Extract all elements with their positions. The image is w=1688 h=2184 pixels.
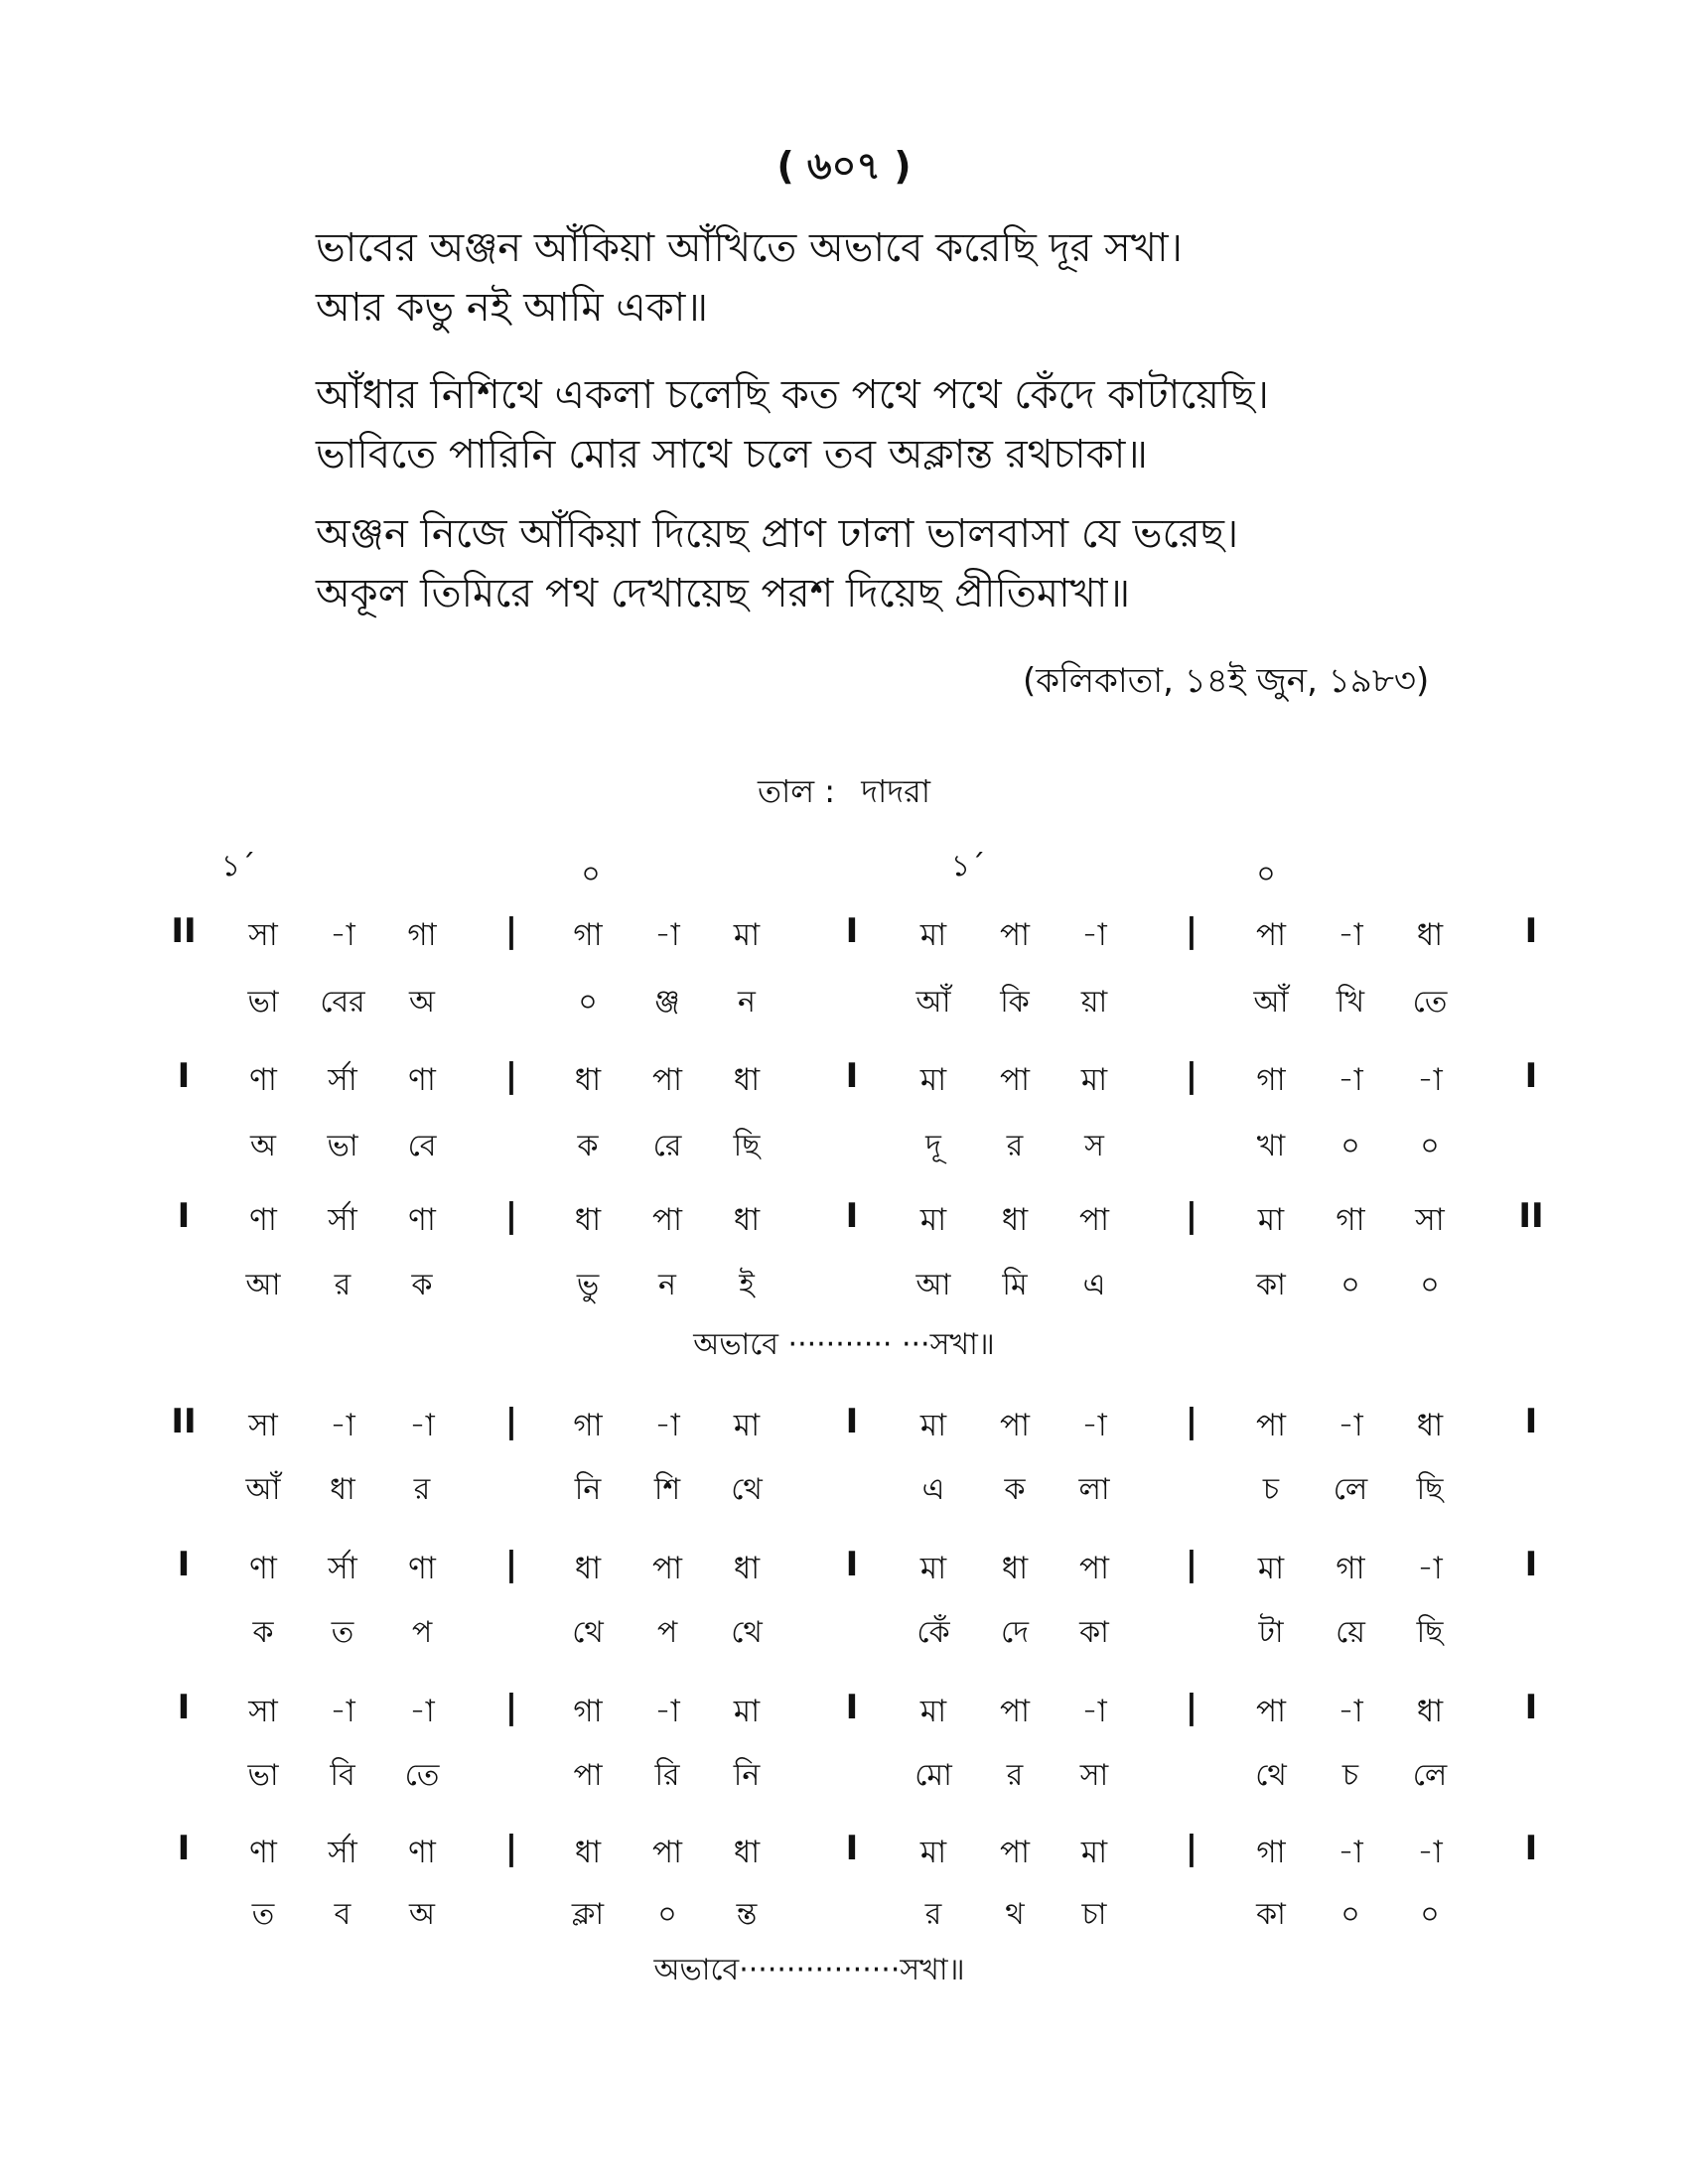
- swara-note: মা: [1080, 1835, 1108, 1870]
- lyric-syllable: চ: [1262, 1472, 1280, 1507]
- lyric-syllable: ০: [1340, 1129, 1360, 1163]
- lyric-syllable: য়া: [1080, 985, 1108, 1020]
- swara-note: ধা: [574, 1062, 602, 1098]
- bar-line: I: [1524, 1688, 1538, 1727]
- bar-line: |: [504, 1056, 518, 1096]
- lyric-syllable: ০: [1420, 1897, 1440, 1932]
- lyric-syllable: ব: [334, 1897, 352, 1932]
- lyric-syllable: আ: [245, 1268, 281, 1302]
- swara-note: সা: [248, 917, 278, 953]
- swara-note: পা: [999, 1835, 1031, 1870]
- bar-line: I: [177, 1829, 191, 1868]
- lyric-syllable: থে: [1255, 1758, 1287, 1793]
- swara-note: মা: [1080, 1062, 1108, 1098]
- lyric-syllable: র: [924, 1897, 942, 1932]
- bar-line: I: [177, 1056, 191, 1096]
- lyric-syllable: অ: [250, 1129, 276, 1163]
- bar-line: |: [1185, 1829, 1198, 1868]
- page-number: ( ৬০৭ ): [776, 144, 912, 188]
- swara-note: ধা: [574, 1551, 602, 1586]
- lyric-syllable: ধা: [330, 1472, 355, 1507]
- lyric-syllable: ০: [578, 985, 598, 1020]
- swara-note: ণা: [408, 1551, 436, 1586]
- lyric-syllable: এ: [921, 1472, 945, 1507]
- swara-note: র্সা: [328, 1551, 357, 1586]
- bar-line: I: [1524, 1402, 1538, 1441]
- lyric-syllable: কা: [1256, 1268, 1286, 1302]
- lyric-syllable: তে: [1412, 985, 1448, 1020]
- lyric-syllable: প: [411, 1615, 433, 1650]
- time-mark: ০: [581, 857, 601, 891]
- verse-line: আর কভু নই আমি একা॥: [316, 285, 708, 331]
- swara-note: ধা: [733, 1835, 761, 1870]
- lyric-syllable: য়ে: [1336, 1615, 1365, 1650]
- lyric-syllable: ছি: [1416, 1615, 1444, 1650]
- lyric-syllable: ক: [411, 1268, 433, 1302]
- swara-note: -া: [1337, 917, 1363, 953]
- swara-note: পা: [999, 1062, 1031, 1098]
- bar-line: |: [504, 1829, 518, 1868]
- lyric-syllable: খি: [1336, 985, 1365, 1020]
- lyric-syllable: আঁ: [1253, 985, 1289, 1020]
- lyric-syllable: টা: [1258, 1615, 1284, 1650]
- lyric-syllable: ভু: [576, 1268, 600, 1302]
- time-mark: ১´: [950, 849, 986, 884]
- swara-note: মা: [1257, 1551, 1285, 1586]
- bar-line: I: [177, 1688, 191, 1727]
- lyric-syllable: ভা: [247, 985, 279, 1020]
- swara-note: -া: [330, 1694, 355, 1729]
- swara-note: -া: [330, 1408, 355, 1443]
- bar-line: I: [845, 1688, 859, 1727]
- bar-line: I: [845, 1196, 859, 1236]
- swara-note: ধা: [733, 1551, 761, 1586]
- swara-note: পা: [651, 1202, 683, 1238]
- verse-line: আঁধার নিশিথে একলা চলেছি কত পথে পথে কেঁদে কাটায়েছি।: [316, 372, 1269, 418]
- verse-line: অঞ্জন নিজে আঁকিয়া দিয়েছ প্রাণ ঢালা ভালবাসা যে ভরেছ।: [316, 511, 1239, 557]
- taal-heading: [0, 766, 1688, 820]
- bar-line: |: [504, 1402, 518, 1441]
- lyric-syllable: ন: [738, 985, 756, 1020]
- swara-note: ণা: [408, 1202, 436, 1238]
- swara-note: গা: [573, 917, 603, 953]
- bar-line: I: [1524, 1056, 1538, 1096]
- lyric-syllable: অ: [409, 1897, 435, 1932]
- swara-note: -া: [1337, 1408, 1363, 1443]
- swara-note: পা: [651, 1835, 683, 1870]
- lyric-syllable: থে: [572, 1615, 604, 1650]
- bar-line: |: [1185, 1056, 1198, 1096]
- swara-note: ধা: [733, 1202, 761, 1238]
- lyric-syllable: বে: [407, 1129, 437, 1163]
- lyric-syllable: বের: [320, 985, 365, 1020]
- lyric-syllable: ক্লা: [571, 1897, 605, 1932]
- swara-note: র্সা: [328, 1835, 357, 1870]
- lyric-syllable: আ: [915, 1268, 951, 1302]
- swara-note: ণা: [408, 1835, 436, 1870]
- lyric-syllable: ত: [331, 1615, 354, 1650]
- swara-note: -া: [1417, 1062, 1443, 1098]
- swara-note: মা: [919, 1408, 947, 1443]
- lyric-syllable: লে: [1333, 1472, 1368, 1507]
- swara-note: ণা: [249, 1551, 277, 1586]
- lyric-syllable: মি: [1002, 1268, 1028, 1302]
- lyric-syllable: থে: [731, 1615, 763, 1650]
- swara-note: -া: [330, 917, 355, 953]
- bar-line: II: [171, 1402, 197, 1441]
- lyric-syllable: থ: [1005, 1897, 1025, 1932]
- lyric-syllable: শি: [653, 1472, 681, 1507]
- bar-line: I: [1524, 1829, 1538, 1868]
- swara-note: -া: [1337, 1835, 1363, 1870]
- swara-note: -া: [654, 1694, 680, 1729]
- swara-note: -া: [1081, 1694, 1107, 1729]
- swara-note: -া: [654, 1408, 680, 1443]
- lyric-syllable: ঞ্জ: [654, 985, 680, 1020]
- lyric-syllable: ক: [252, 1615, 274, 1650]
- lyric-syllable: দূ: [925, 1129, 941, 1163]
- swara-note: -া: [1081, 917, 1107, 953]
- bar-line: |: [1185, 911, 1198, 951]
- lyric-syllable: ভা: [247, 1758, 279, 1793]
- bar-line: I: [845, 911, 859, 951]
- verse-line: ভাবিতে পারিনি মোর সাথে চলে তব অক্লান্ত রথচাকা॥: [316, 432, 1148, 478]
- swara-note: -া: [1337, 1694, 1363, 1729]
- swara-note: র্সা: [328, 1062, 357, 1098]
- swara-note: র্সা: [328, 1202, 357, 1238]
- swara-note: মা: [1257, 1202, 1285, 1238]
- bar-line: |: [504, 1545, 518, 1584]
- swara-note: ধা: [1001, 1202, 1029, 1238]
- swara-note: গা: [573, 1408, 603, 1443]
- lyric-syllable: চা: [1081, 1897, 1107, 1932]
- time-mark: ০: [1256, 857, 1276, 891]
- swara-note: -া: [654, 917, 680, 953]
- lyric-syllable: র: [1006, 1758, 1024, 1793]
- swara-note: মা: [733, 1694, 761, 1729]
- swara-note: -া: [1081, 1408, 1107, 1443]
- swara-note: গা: [1336, 1551, 1365, 1586]
- swara-note: -া: [409, 1408, 435, 1443]
- swara-note: পা: [1078, 1202, 1110, 1238]
- lyric-syllable: খা: [1256, 1129, 1286, 1163]
- swara-note: মা: [919, 917, 947, 953]
- taal-label: তাল :: [757, 772, 836, 810]
- lyric-syllable: লা: [1078, 1472, 1110, 1507]
- time-mark: ১´: [220, 849, 256, 884]
- swara-note: মা: [919, 1202, 947, 1238]
- swara-note: -া: [1337, 1062, 1363, 1098]
- swara-note: পা: [651, 1551, 683, 1586]
- swara-note: পা: [1255, 1408, 1287, 1443]
- bar-line: I: [177, 1196, 191, 1236]
- lyric-syllable: বি: [330, 1758, 355, 1793]
- lyric-syllable: স: [1084, 1129, 1104, 1163]
- lyric-syllable: ভা: [327, 1129, 358, 1163]
- swara-note: মা: [733, 917, 761, 953]
- lyric-syllable: মো: [914, 1758, 952, 1793]
- swara-note: পা: [999, 917, 1031, 953]
- swara-note: পা: [651, 1062, 683, 1098]
- swara-note: সা: [1415, 1202, 1445, 1238]
- swara-note: ধা: [574, 1835, 602, 1870]
- swara-note: পা: [1255, 917, 1287, 953]
- lyric-syllable: কা: [1079, 1615, 1109, 1650]
- swara-note: -া: [1417, 1551, 1443, 1586]
- lyric-syllable: ০: [1340, 1897, 1360, 1932]
- swara-note: পা: [1255, 1694, 1287, 1729]
- swara-note: ধা: [1416, 1408, 1444, 1443]
- lyric-syllable: পা: [573, 1758, 603, 1793]
- swara-note: মা: [919, 1062, 947, 1098]
- bar-line: I: [845, 1402, 859, 1441]
- verse-line: ভাবের অঞ্জন আঁকিয়া আঁখিতে অভাবে করেছি দূর সখা।: [316, 225, 1183, 271]
- taal-name: দাদরা: [861, 772, 931, 810]
- bar-line: II: [171, 911, 197, 951]
- lyric-syllable: ন্ত: [736, 1897, 758, 1932]
- bar-line: |: [1185, 1196, 1198, 1236]
- lyric-syllable: ছি: [1416, 1472, 1444, 1507]
- swara-note: পা: [999, 1694, 1031, 1729]
- swara-note: মা: [919, 1551, 947, 1586]
- lyric-syllable: ০: [1420, 1268, 1440, 1302]
- dateline: (কলিকাতা, ১৪ই জুন, ১৯৮৩): [1023, 661, 1430, 701]
- refrain-marker: অভাবে ··········· ···সখা॥: [693, 1327, 995, 1362]
- swara-note: পা: [999, 1408, 1031, 1443]
- lyric-syllable: নি: [574, 1472, 602, 1507]
- refrain-marker: অভাবে·················সখা॥: [653, 1953, 965, 1987]
- lyric-syllable: ত: [251, 1897, 275, 1932]
- bar-line: |: [1185, 1545, 1198, 1584]
- lyric-syllable: ক: [1004, 1472, 1026, 1507]
- bar-line: |: [1185, 1402, 1198, 1441]
- lyric-syllable: র: [1006, 1129, 1024, 1163]
- bar-line: |: [504, 1196, 518, 1236]
- lyric-syllable: ০: [657, 1897, 677, 1932]
- lyric-syllable: কেঁ: [916, 1615, 950, 1650]
- lyric-syllable: আঁ: [915, 985, 951, 1020]
- lyric-syllable: অ: [409, 985, 435, 1020]
- swara-note: ধা: [574, 1202, 602, 1238]
- bar-line: I: [845, 1545, 859, 1584]
- swara-note: গা: [1336, 1202, 1365, 1238]
- lyric-syllable: লে: [1412, 1758, 1448, 1793]
- swara-note: ণা: [249, 1062, 277, 1098]
- lyric-syllable: ই: [739, 1268, 755, 1302]
- swara-note: গা: [1256, 1835, 1286, 1870]
- swara-note: মা: [919, 1835, 947, 1870]
- swara-note: গা: [407, 917, 437, 953]
- bar-line: II: [1518, 1196, 1544, 1236]
- lyric-syllable: র: [334, 1268, 352, 1302]
- bar-line: I: [1524, 911, 1538, 951]
- swara-note: ণা: [249, 1202, 277, 1238]
- swara-note: ণা: [249, 1835, 277, 1870]
- swara-note: সা: [248, 1408, 278, 1443]
- bar-line: I: [845, 1056, 859, 1096]
- swara-note: সা: [248, 1694, 278, 1729]
- bar-line: I: [845, 1829, 859, 1868]
- swara-note: গা: [573, 1694, 603, 1729]
- lyric-syllable: দে: [1001, 1615, 1029, 1650]
- swara-note: -া: [409, 1694, 435, 1729]
- bar-line: I: [1524, 1545, 1538, 1584]
- lyric-syllable: কি: [1000, 985, 1030, 1020]
- swara-note: ধা: [1416, 917, 1444, 953]
- bar-line: |: [504, 1688, 518, 1727]
- lyric-syllable: আঁ: [245, 1472, 281, 1507]
- swara-note: মা: [733, 1408, 761, 1443]
- swara-note: পা: [1078, 1551, 1110, 1586]
- lyric-syllable: রে: [652, 1129, 682, 1163]
- swara-note: -া: [1417, 1835, 1443, 1870]
- lyric-syllable: এ: [1082, 1268, 1106, 1302]
- bar-line: |: [1185, 1688, 1198, 1727]
- lyric-syllable: প: [656, 1615, 678, 1650]
- lyric-syllable: র: [413, 1472, 431, 1507]
- lyric-syllable: তে: [404, 1758, 440, 1793]
- swara-note: ধা: [1416, 1694, 1444, 1729]
- lyric-syllable: ন: [658, 1268, 676, 1302]
- lyric-syllable: ক: [577, 1129, 599, 1163]
- lyric-syllable: চ: [1341, 1758, 1359, 1793]
- swara-note: গা: [1256, 1062, 1286, 1098]
- lyric-syllable: ছি: [733, 1129, 761, 1163]
- lyric-syllable: কা: [1256, 1897, 1286, 1932]
- lyric-syllable: থে: [731, 1472, 763, 1507]
- bar-line: I: [177, 1545, 191, 1584]
- swara-note: ধা: [1001, 1551, 1029, 1586]
- lyric-syllable: ০: [1340, 1268, 1360, 1302]
- bar-line: |: [504, 911, 518, 951]
- verse-line: অকূল তিমিরে পথ দেখায়েছ পরশ দিয়েছ প্রীতিমাখা॥: [316, 571, 1131, 616]
- swara-note: ধা: [733, 1062, 761, 1098]
- lyric-syllable: রি: [654, 1758, 680, 1793]
- lyric-syllable: নি: [733, 1758, 761, 1793]
- lyric-syllable: সা: [1079, 1758, 1109, 1793]
- swara-note: মা: [919, 1694, 947, 1729]
- swara-note: ণা: [408, 1062, 436, 1098]
- lyric-syllable: ০: [1420, 1129, 1440, 1163]
